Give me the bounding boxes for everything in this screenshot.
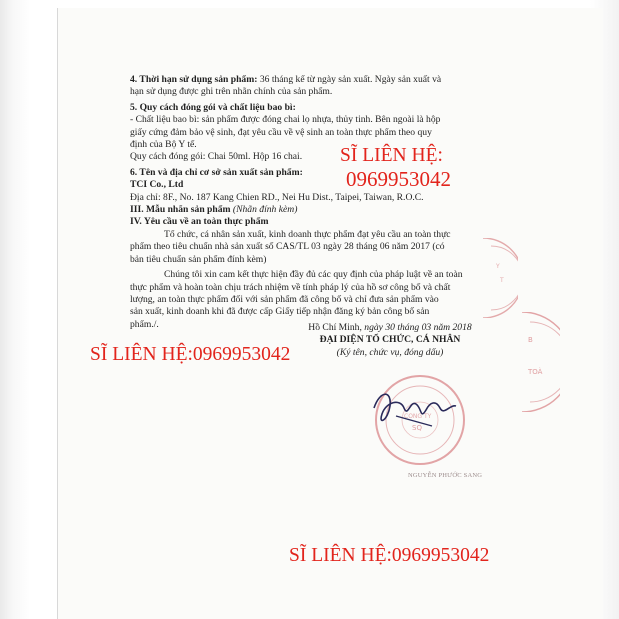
- paragraph-2-line-4: sản xuất, kinh doanh khi đã được cấp Giấy tiếp nhận đăng ký bản công bố sản: [130, 306, 430, 318]
- paragraph-2-line-2: thực phẩm và hoàn toàn chịu trách nhiệm về tính pháp lý của hồ sơ công bố và chất: [130, 281, 451, 293]
- section-6-title: 6. Tên và địa chỉ cơ sở sản xuất sản phẩm:: [130, 166, 303, 178]
- paragraph-2-line-3: lượng, an toàn thực phẩm đối với sản phẩm đã công bố và chỉ đưa sản phẩm vào: [130, 293, 439, 305]
- svg-text:T: T: [500, 277, 504, 284]
- document-body: [130, 74, 482, 331]
- section-5-line-2: giấy cứng đảm bảo vệ sinh, đạt yêu cầu về vệ sinh an toàn thực phẩm theo quy: [130, 126, 432, 138]
- section-iii-note: (Nhãn đính kèm): [230, 204, 298, 216]
- svg-text:B: B: [528, 336, 533, 344]
- paragraph-1-line-1: Tổ chức, cá nhân sản xuất, kinh doanh thực phẩm đạt yêu cầu an toàn thực: [164, 228, 451, 240]
- paragraph-1-line-2: phẩm theo tiêu chuẩn nhà sản xuất số CAS/TL 03 ngày 28 tháng 06 năm 2017 (có: [130, 241, 445, 253]
- section-4-title: 4. Thời hạn sử dụng sản phẩm:: [130, 74, 258, 85]
- signer-name: NGUYỄN PHƯỚC SANG: [408, 472, 483, 479]
- place: Hồ Chí Minh,: [308, 322, 365, 333]
- company-address: Địa chỉ: 8F., No. 187 Kang Chien RD., Nei Hu Dist., Taipei, Taiwan, R.O.C.: [130, 191, 424, 203]
- section-iv-title: IV. Yêu cầu về an toàn thực phẩm: [130, 216, 269, 228]
- partial-stamp-right-icon: [520, 312, 560, 412]
- section-5-title: 5. Quy cách đóng gói và chất liệu bao bì:: [130, 101, 296, 113]
- svg-text:Y: Y: [496, 263, 500, 270]
- section-4-line-2: hạn sử dụng được ghi trên nhãn chính của sản phẩm.: [130, 86, 333, 98]
- svg-text:TOÀ: TOÀ: [528, 368, 543, 376]
- section-5-line-4: Quy cách đóng gói: Chai 50ml. Hộp 16 chai.: [130, 151, 303, 163]
- paragraph-1-line-3: bản tiêu chuẩn sản phẩm đính kèm): [130, 253, 267, 265]
- section-5-line-3: định của Bộ Y tế.: [130, 139, 197, 151]
- svg-text:SQ: SQ: [412, 424, 422, 432]
- contact-watermark-left: SĨ LIÊN HỆ:0969953042: [90, 344, 291, 365]
- signature-block: [295, 322, 485, 359]
- contact-watermark-bottom: SĨ LIÊN HỆ:0969953042: [289, 545, 490, 566]
- partial-stamp-top-icon: [478, 238, 518, 318]
- signature-icon: [370, 386, 460, 436]
- paragraph-2-line-5: phẩm./.: [130, 318, 159, 330]
- section-5-line-1: - Chất liệu bao bì: sản phẩm được đóng chai lọ nhựa, thủy tinh. Bên ngoài là hộp: [130, 114, 441, 126]
- place-date: [295, 322, 485, 334]
- date: ngày 30 tháng 03 năm 2018: [364, 322, 472, 333]
- section-4-line-1: [130, 74, 482, 86]
- representative-note: (Ký tên, chức vụ, đóng dấu): [336, 346, 444, 358]
- section-iii-title: III. Mẫu nhãn sản phẩm: [130, 204, 231, 216]
- section-4-text: 36 tháng kể từ ngày sản xuất. Ngày sản xuất và: [257, 74, 442, 85]
- section-iii-line: [130, 204, 482, 216]
- contact-watermark-top-phone: 0969953042: [346, 167, 451, 191]
- contact-watermark-top-label: SĨ LIÊN HỆ:: [340, 145, 443, 166]
- svg-text:CÔNG TY: CÔNG TY: [404, 413, 432, 420]
- company-name: TCI Co., Ltd: [130, 179, 184, 191]
- paragraph-2-line-1: Chúng tôi xin cam kết thực hiện đầy đủ các quy định của pháp luật về an toàn: [164, 269, 463, 281]
- representative-title: ĐẠI DIỆN TỔ CHỨC, CÁ NHÂN: [319, 334, 461, 346]
